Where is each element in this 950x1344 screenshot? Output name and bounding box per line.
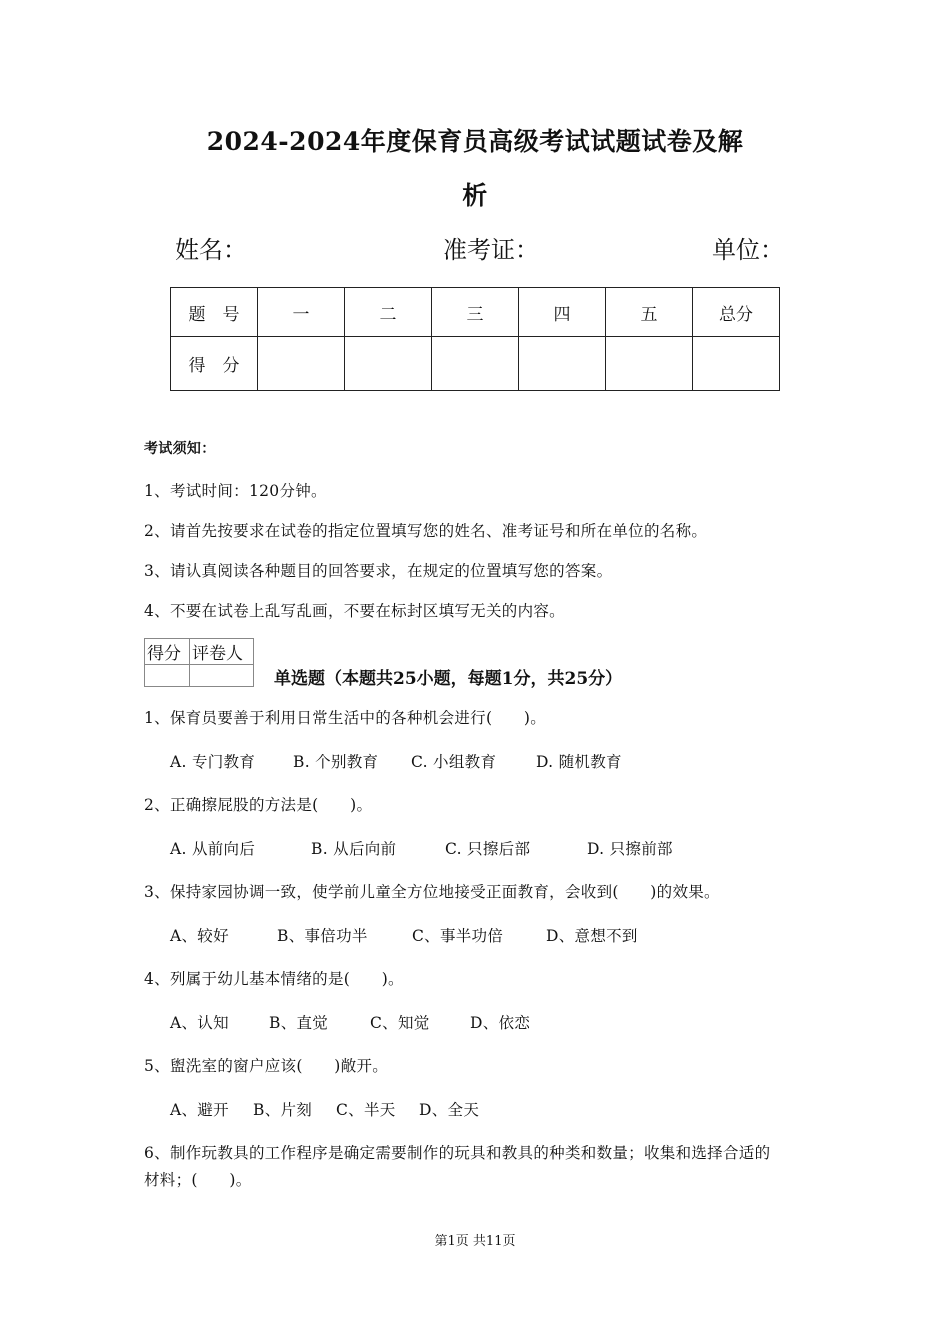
question-text-continued: 材料；( )。 [144,1171,252,1189]
score-row-label: 得 分 [171,337,258,391]
exam-id-field-label: 准考证： [443,236,539,264]
notice-item: 3、请认真阅读各种题目的回答要求，在规定的位置填写您的答案。 [144,562,613,580]
option-a[interactable]: A、认知 [170,1014,229,1032]
score-header-cell: 四 [519,288,606,337]
option-b[interactable]: B、片刻 [253,1101,313,1119]
section-title: 单选题（本题共25小题，每题1分，共25分） [274,669,623,689]
option-c[interactable]: C、知觉 [370,1014,430,1032]
option-d[interactable]: D、依恋 [470,1014,531,1032]
question-options [170,837,673,859]
option-d[interactable]: D. 只擦前部 [587,840,673,858]
option-c[interactable]: C. 小组教育 [411,753,497,771]
name-field-label: 姓名： [175,236,247,264]
page-title-line1: 2024-2024年度保育员高级考试试题试卷及解 [206,127,744,156]
score-header-cell: 五 [606,288,693,337]
option-b[interactable]: B. 个别教育 [293,753,379,771]
option-d[interactable]: D、全天 [419,1101,480,1119]
question-text: 3、保持家园协调一致，使学前儿童全方位地接受正面教育，会收到( )的效果。 [144,883,720,901]
score-cell[interactable] [345,337,432,391]
grader-score-cell[interactable] [145,665,190,687]
grader-box [144,638,254,687]
option-b[interactable]: B. 从后向前 [311,840,397,858]
question-text: 1、保育员要善于利用日常生活中的各种机会进行( )。 [144,709,547,727]
notice-item: 4、不要在试卷上乱写乱画，不要在标封区填写无关的内容。 [144,602,565,620]
question-text: 2、正确擦屁股的方法是( )。 [144,796,373,814]
notice-item: 1、考试时间：120分钟。 [144,482,327,500]
unit-field-label: 单位： [712,236,784,264]
score-table-header-row [171,288,780,337]
score-table [170,287,780,391]
option-b[interactable]: B、事倍功半 [277,927,368,945]
score-cell[interactable] [432,337,519,391]
option-d[interactable]: D、意想不到 [546,927,638,945]
option-d[interactable]: D. 随机教育 [536,753,622,771]
score-header-cell: 总分 [693,288,780,337]
question-options [170,1098,479,1120]
question-text: 4、列属于幼儿基本情绪的是( )。 [144,970,404,988]
score-header-cell: 三 [432,288,519,337]
page-footer: 第1页 共11页 [434,1234,516,1249]
grader-name-label: 评卷人 [190,639,254,665]
score-cell[interactable] [519,337,606,391]
score-cell[interactable] [693,337,780,391]
option-c[interactable]: C. 只擦后部 [445,840,531,858]
score-table-score-row [171,337,780,391]
notice-item: 2、请首先按要求在试卷的指定位置填写您的姓名、准考证号和所在单位的名称。 [144,522,708,540]
notice-heading: 考试须知： [144,441,216,457]
score-cell[interactable] [606,337,693,391]
question-text: 5、盥洗室的窗户应该( )敞开。 [144,1057,389,1075]
grader-name-cell[interactable] [190,665,254,687]
option-c[interactable]: C、半天 [336,1101,396,1119]
score-header-cell: 二 [345,288,432,337]
grader-score-label: 得分 [145,639,190,665]
question-options [170,750,622,772]
option-a[interactable]: A、较好 [170,927,229,945]
option-a[interactable]: A. 专门教育 [170,753,256,771]
option-a[interactable]: A. 从前向后 [170,840,256,858]
question-text: 6、制作玩教具的工作程序是确定需要制作的玩具和教具的种类和数量；收集和选择合适的 [144,1144,771,1162]
score-header-cell: 题 号 [171,288,258,337]
option-b[interactable]: B、直觉 [269,1014,329,1032]
page-title-line2: 析 [462,181,488,210]
score-cell[interactable] [258,337,345,391]
question-options [170,1011,530,1033]
option-c[interactable]: C、事半功倍 [412,927,504,945]
question-options [170,924,638,946]
option-a[interactable]: A、避开 [170,1101,229,1119]
score-header-cell: 一 [258,288,345,337]
